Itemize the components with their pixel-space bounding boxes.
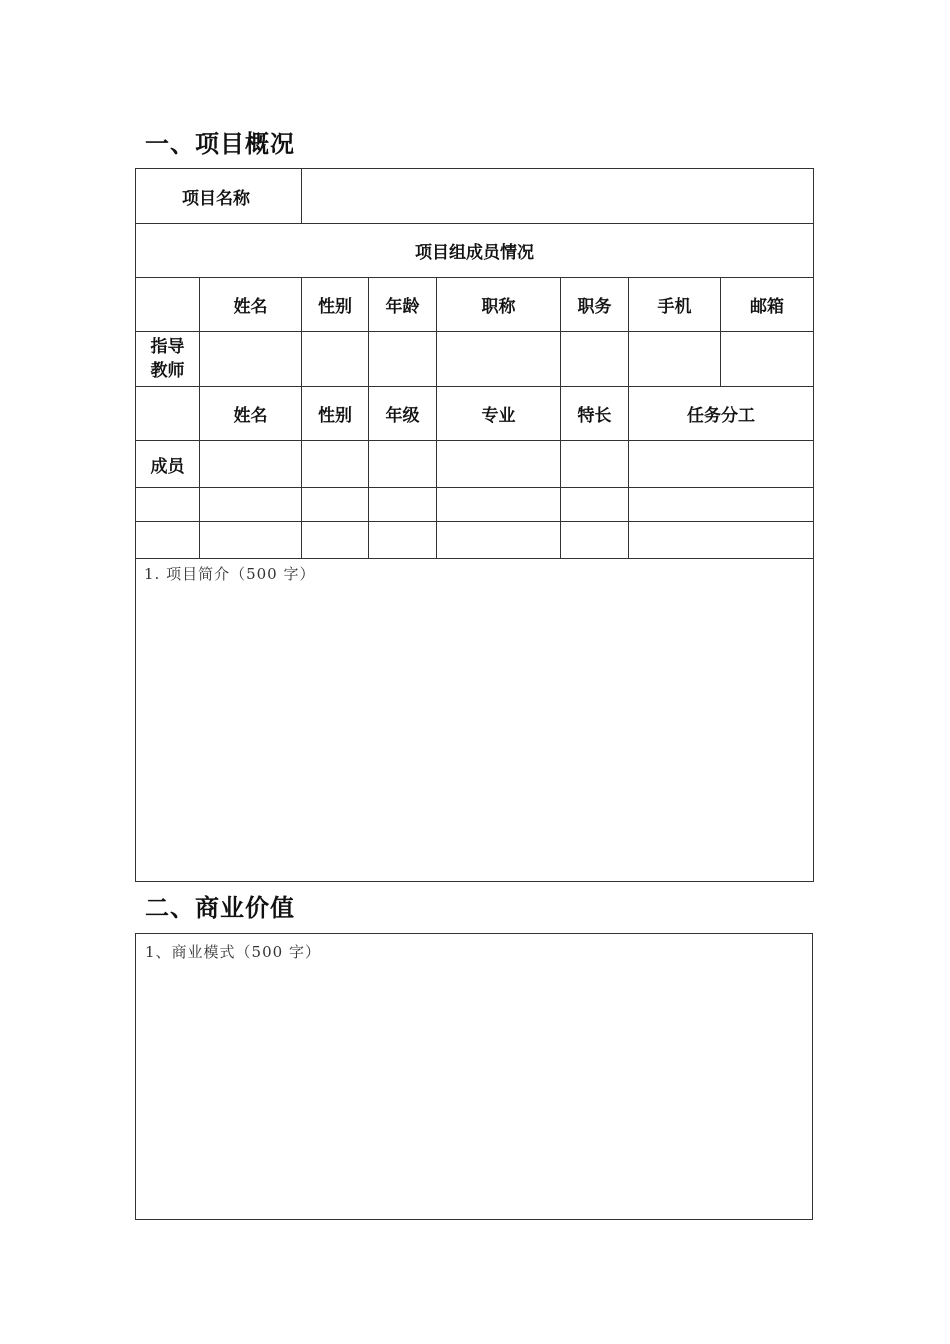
member-specialty-cell[interactable] [561, 522, 629, 559]
member-header-major: 专业 [437, 387, 561, 441]
member-task-cell[interactable] [629, 522, 814, 559]
teacher-phone-cell[interactable] [629, 332, 721, 387]
teacher-header-phone: 手机 [629, 278, 721, 332]
member-header-specialty: 特长 [561, 387, 629, 441]
business-model-box[interactable] [135, 933, 813, 1220]
member-major-cell[interactable] [437, 488, 561, 522]
project-name-label: 项目名称 [136, 169, 302, 224]
member-row-label-blank [136, 488, 200, 522]
teacher-header-title: 职称 [437, 278, 561, 332]
teacher-header-blank [136, 278, 200, 332]
project-overview-table [135, 168, 814, 882]
member-header-grade: 年级 [369, 387, 437, 441]
section-heading-business-value: 二、商业价值 [145, 894, 295, 922]
member-grade-cell[interactable] [369, 441, 437, 488]
member-name-cell[interactable] [200, 488, 302, 522]
member-header-blank [136, 387, 200, 441]
member-row-label-blank [136, 522, 200, 559]
project-intro-box[interactable] [136, 559, 814, 882]
teacher-header-gender: 性别 [302, 278, 369, 332]
business-model-label: 1、商业模式（500 字） [145, 943, 321, 961]
teacher-label-line1: 指导 [150, 337, 185, 357]
member-name-cell[interactable] [200, 522, 302, 559]
teacher-title-cell[interactable] [437, 332, 561, 387]
teacher-position-cell[interactable] [561, 332, 629, 387]
member-gender-cell[interactable] [302, 488, 369, 522]
member-gender-cell[interactable] [302, 441, 369, 488]
member-grade-cell[interactable] [369, 522, 437, 559]
member-specialty-cell[interactable] [561, 441, 629, 488]
member-row-label: 成员 [136, 441, 200, 488]
teacher-header-position: 职务 [561, 278, 629, 332]
member-task-cell[interactable] [629, 488, 814, 522]
member-gender-cell[interactable] [302, 522, 369, 559]
teacher-label-line2: 教师 [150, 361, 185, 381]
member-grade-cell[interactable] [369, 488, 437, 522]
teacher-age-cell[interactable] [369, 332, 437, 387]
teacher-header-email: 邮箱 [721, 278, 814, 332]
members-title: 项目组成员情况 [136, 224, 814, 278]
teacher-email-cell[interactable] [721, 332, 814, 387]
teacher-header-age: 年龄 [369, 278, 437, 332]
member-major-cell[interactable] [437, 441, 561, 488]
section-heading-overview: 一、项目概况 [145, 130, 295, 158]
member-header-name: 姓名 [200, 387, 302, 441]
member-task-cell[interactable] [629, 441, 814, 488]
teacher-header-name: 姓名 [200, 278, 302, 332]
member-specialty-cell[interactable] [561, 488, 629, 522]
teacher-name-cell[interactable] [200, 332, 302, 387]
teacher-gender-cell[interactable] [302, 332, 369, 387]
teacher-row-label [136, 332, 200, 387]
project-intro-label: 1. 项目简介（500 字） [144, 565, 316, 583]
member-name-cell[interactable] [200, 441, 302, 488]
member-header-task: 任务分工 [629, 387, 814, 441]
member-major-cell[interactable] [437, 522, 561, 559]
member-header-gender: 性别 [302, 387, 369, 441]
project-name-field[interactable] [302, 169, 814, 224]
